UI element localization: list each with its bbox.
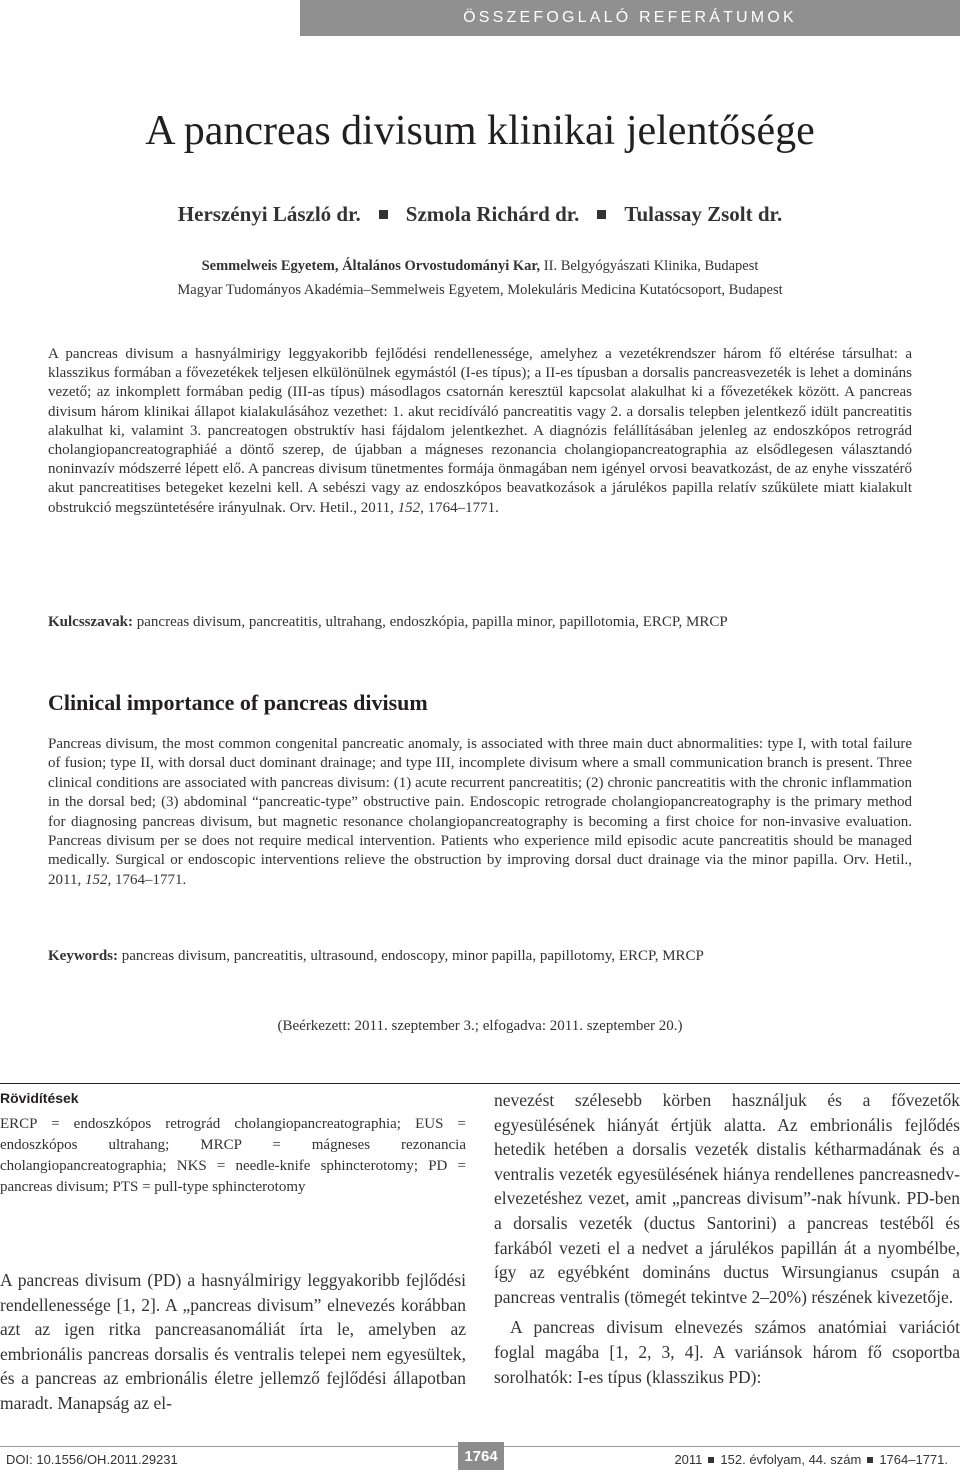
- footer-pages: 1764–1771.: [879, 1452, 948, 1467]
- citation-volume: 152,: [397, 499, 424, 516]
- author-list: [0, 200, 960, 228]
- footer-rule: [504, 1446, 960, 1447]
- separator-square-icon: [867, 1457, 873, 1463]
- english-title: Clinical importance of pancreas divisum: [48, 690, 428, 715]
- affiliation-department: II. Belgyógyászati Klinika, Budapest: [543, 258, 759, 274]
- abstract-hu-text: A pancreas divisum a hasnyálmirigy leggyakoribb fejlődési rendellenessége, amelyhez a vezetékrendszer három fő eltérése társulhat: a klasszikus formában a fővezetékek teljesen elkülönülnek egymástól (I-es típus); a II-es típusban a dorsalis pancreasvezeték is lehet a domináns vezető; az inkomplett formában pedig (III-as típus) másodlagos csatornán keresztül kapcsolat alakulhat ki a fővezetékek között. A pancreas divisum három klinikai állapot kialakulásához vezethet: 1. akut recidíváló pancreatitis vagy 2. a dorsalis telepben jelentkező idült pancreatitis alakulhat ki, valamint 3. pancreatogen obstruktív hasi fájdalom jelentkezhet. A diagnózis felállításában jelenleg az endoszkópos retrográd cholangiopancreatographiáé a döntő szerep, de újabban a mágneses rezonancia cholangiopancreatographia az elsődlegesen választandó noninvazív módszerré lépett elő. A pancreas divisum tünetmentes formája önmagában nem igényel orvosi beavatkozást, de az enyhe visszatérő akut pancreatitises betegeket kezelni kell. A sebészi vagy az endoszkópos beavatkozások a járulékos papilla relatív szűkülete miatt kialakult obstrukció megszüntetésére irányulnak.: [48, 346, 912, 516]
- keywords-hungarian: [48, 612, 912, 632]
- footer-rule: [0, 1446, 458, 1447]
- body-paragraph: nevezést szélesebb körben használjuk és a fővezetők egyesülésének hiányát értjük alatta. Az embrionális fejlődés hetedik hetében a dorsalis vezeték distalis kétharmadának és a ventralis vezeték egyesülésének hiánya rendellenes pancreasnedv-elvezetéshez vezet, amit „pancreas divisum”-nak hívunk. PD-ben a dorsalis vezeték (ductus Santorini) a pancreas testéből és farkából vezeti el a nedvet a járulékos papillán át a nyombélbe, így az egyébként domináns ductus Wirsungianus csupán a pancreas ventralis (tömegét tekintve 2–20%) részének kivezetője.: [494, 1090, 960, 1307]
- received-dates: (Beérkezett: 2011. szeptember 3.; elfogadva: 2011. szeptember 20.): [277, 1018, 683, 1034]
- affiliation-line: Magyar Tudományos Akadémia–Semmelweis Egyetem, Molekuláris Medicina Kutatócsoport, Budapest: [177, 282, 783, 298]
- affiliation-institution: Semmelweis Egyetem, Általános Orvostudományi Kar,: [201, 258, 541, 274]
- author-name: Tulassay Zsolt dr.: [624, 202, 783, 226]
- keywords-english: [48, 946, 912, 966]
- separator-square-icon: [379, 210, 388, 219]
- abbreviations-text: ERCP = endoszkópos retrográd cholangiopancreatographia; EUS = endoszkópos ultrahang; MRCP = mágneses rezonancia cholangiopancreatographia; NKS = needle-knife sphincterotomy; PD = pancreas divisum; PTS = pull-type sphincterotomy: [0, 1116, 466, 1195]
- footer-volume: 152. évfolyam, 44. szám: [720, 1452, 862, 1467]
- abbreviations-heading: Rövidítések: [0, 1090, 79, 1106]
- section-banner: [300, 0, 960, 36]
- abstract-en-text: Pancreas divisum, the most common congenital pancreatic anomaly, is associated with three main duct abnormalities: type I, with total failure of fusion; type II, with dorsal duct dominant drainage; and type III, incomplete divisum where a small communication branch is present. Three clinical conditions are associated with pancreas divisum: (1) acute recurrent pancreatitis; (2) chronic pancreatitis with the chronic inflammation in the dorsal bed; (3) abdominal “pancreatic-type” obstructive pain. Endoscopic retrograde cholangiopancreatography is the primary method for diagnosing pancreas divisum, but magnetic resonance cholangiopancreatography is becoming a first choice for non-invasive evaluation. Pancreas divisum per se does not require medical intervention. Patients who experience mild episodic acute pancreatitis should be managed medically. Surgical or endoscopic interventions relieve the obstruction by improving dorsal duct drainage via the minor papilla.: [48, 736, 912, 869]
- affiliation-line: [0, 254, 960, 278]
- keywords-label: Keywords:: [48, 948, 118, 964]
- affiliations: [0, 254, 960, 302]
- article-title: A pancreas divisum klinikai jelentősége: [145, 108, 815, 154]
- page-footer: [0, 1440, 960, 1470]
- footer-year: 2011: [674, 1452, 703, 1467]
- citation-prefix: Orv. Hetil., 2011,: [48, 852, 912, 888]
- journal-issue-info: [674, 1452, 948, 1467]
- author-name: Szmola Richárd dr.: [405, 202, 580, 226]
- section-label: ÖSSZEFOGLALÓ REFERÁTUMOK: [463, 9, 797, 26]
- abstract-hungarian: [48, 345, 912, 518]
- separator-square-icon: [597, 210, 606, 219]
- citation-prefix: Orv. Hetil., 2011,: [289, 499, 394, 516]
- body-paragraph: A pancreas divisum (PD) a hasnyálmirigy leggyakoribb fejlődési rendellenessége [1, 2]. A „pancreas divisum” elnevezés korábban azt az igen ritka pancreasanomáliát írta le, amelyben az embrionális pancreas dorsalis és ventralis telepei nem egyesültek, és a pancreas az embrionális életre jellemző fejlődési állapotban maradt. Manapság az el-: [0, 1270, 466, 1413]
- abstract-english: [48, 735, 912, 890]
- page-number-badge: 1764: [458, 1442, 504, 1470]
- body-column-left: [0, 1268, 466, 1416]
- keywords-list: pancreas divisum, pancreatitis, ultrasound, endoscopy, minor papilla, papillotomy, ERCP, MRCP: [121, 948, 704, 964]
- citation-pages: 1764–1771.: [114, 871, 187, 888]
- separator-square-icon: [708, 1457, 714, 1463]
- keywords-list: pancreas divisum, pancreatitis, ultrahang, endoszkópia, papilla minor, papillotomia, ERCP, MRCP: [136, 614, 728, 630]
- body-column-right: [494, 1088, 960, 1389]
- author-name: Herszényi László dr.: [177, 202, 361, 226]
- body-paragraph: A pancreas divisum elnevezés számos anatómiai variációt foglal magába [1, 2, 3, 4]. A variánsok három fő csoportba sorolhatók: I-es típus (klasszikus PD):: [494, 1317, 960, 1387]
- citation-volume: 152,: [84, 871, 112, 888]
- section-divider: [0, 1083, 960, 1084]
- doi-link[interactable]: DOI: 10.1556/OH.2011.29231: [6, 1452, 178, 1467]
- citation-pages: 1764–1771.: [427, 499, 499, 516]
- keywords-label: Kulcsszavak:: [48, 614, 134, 630]
